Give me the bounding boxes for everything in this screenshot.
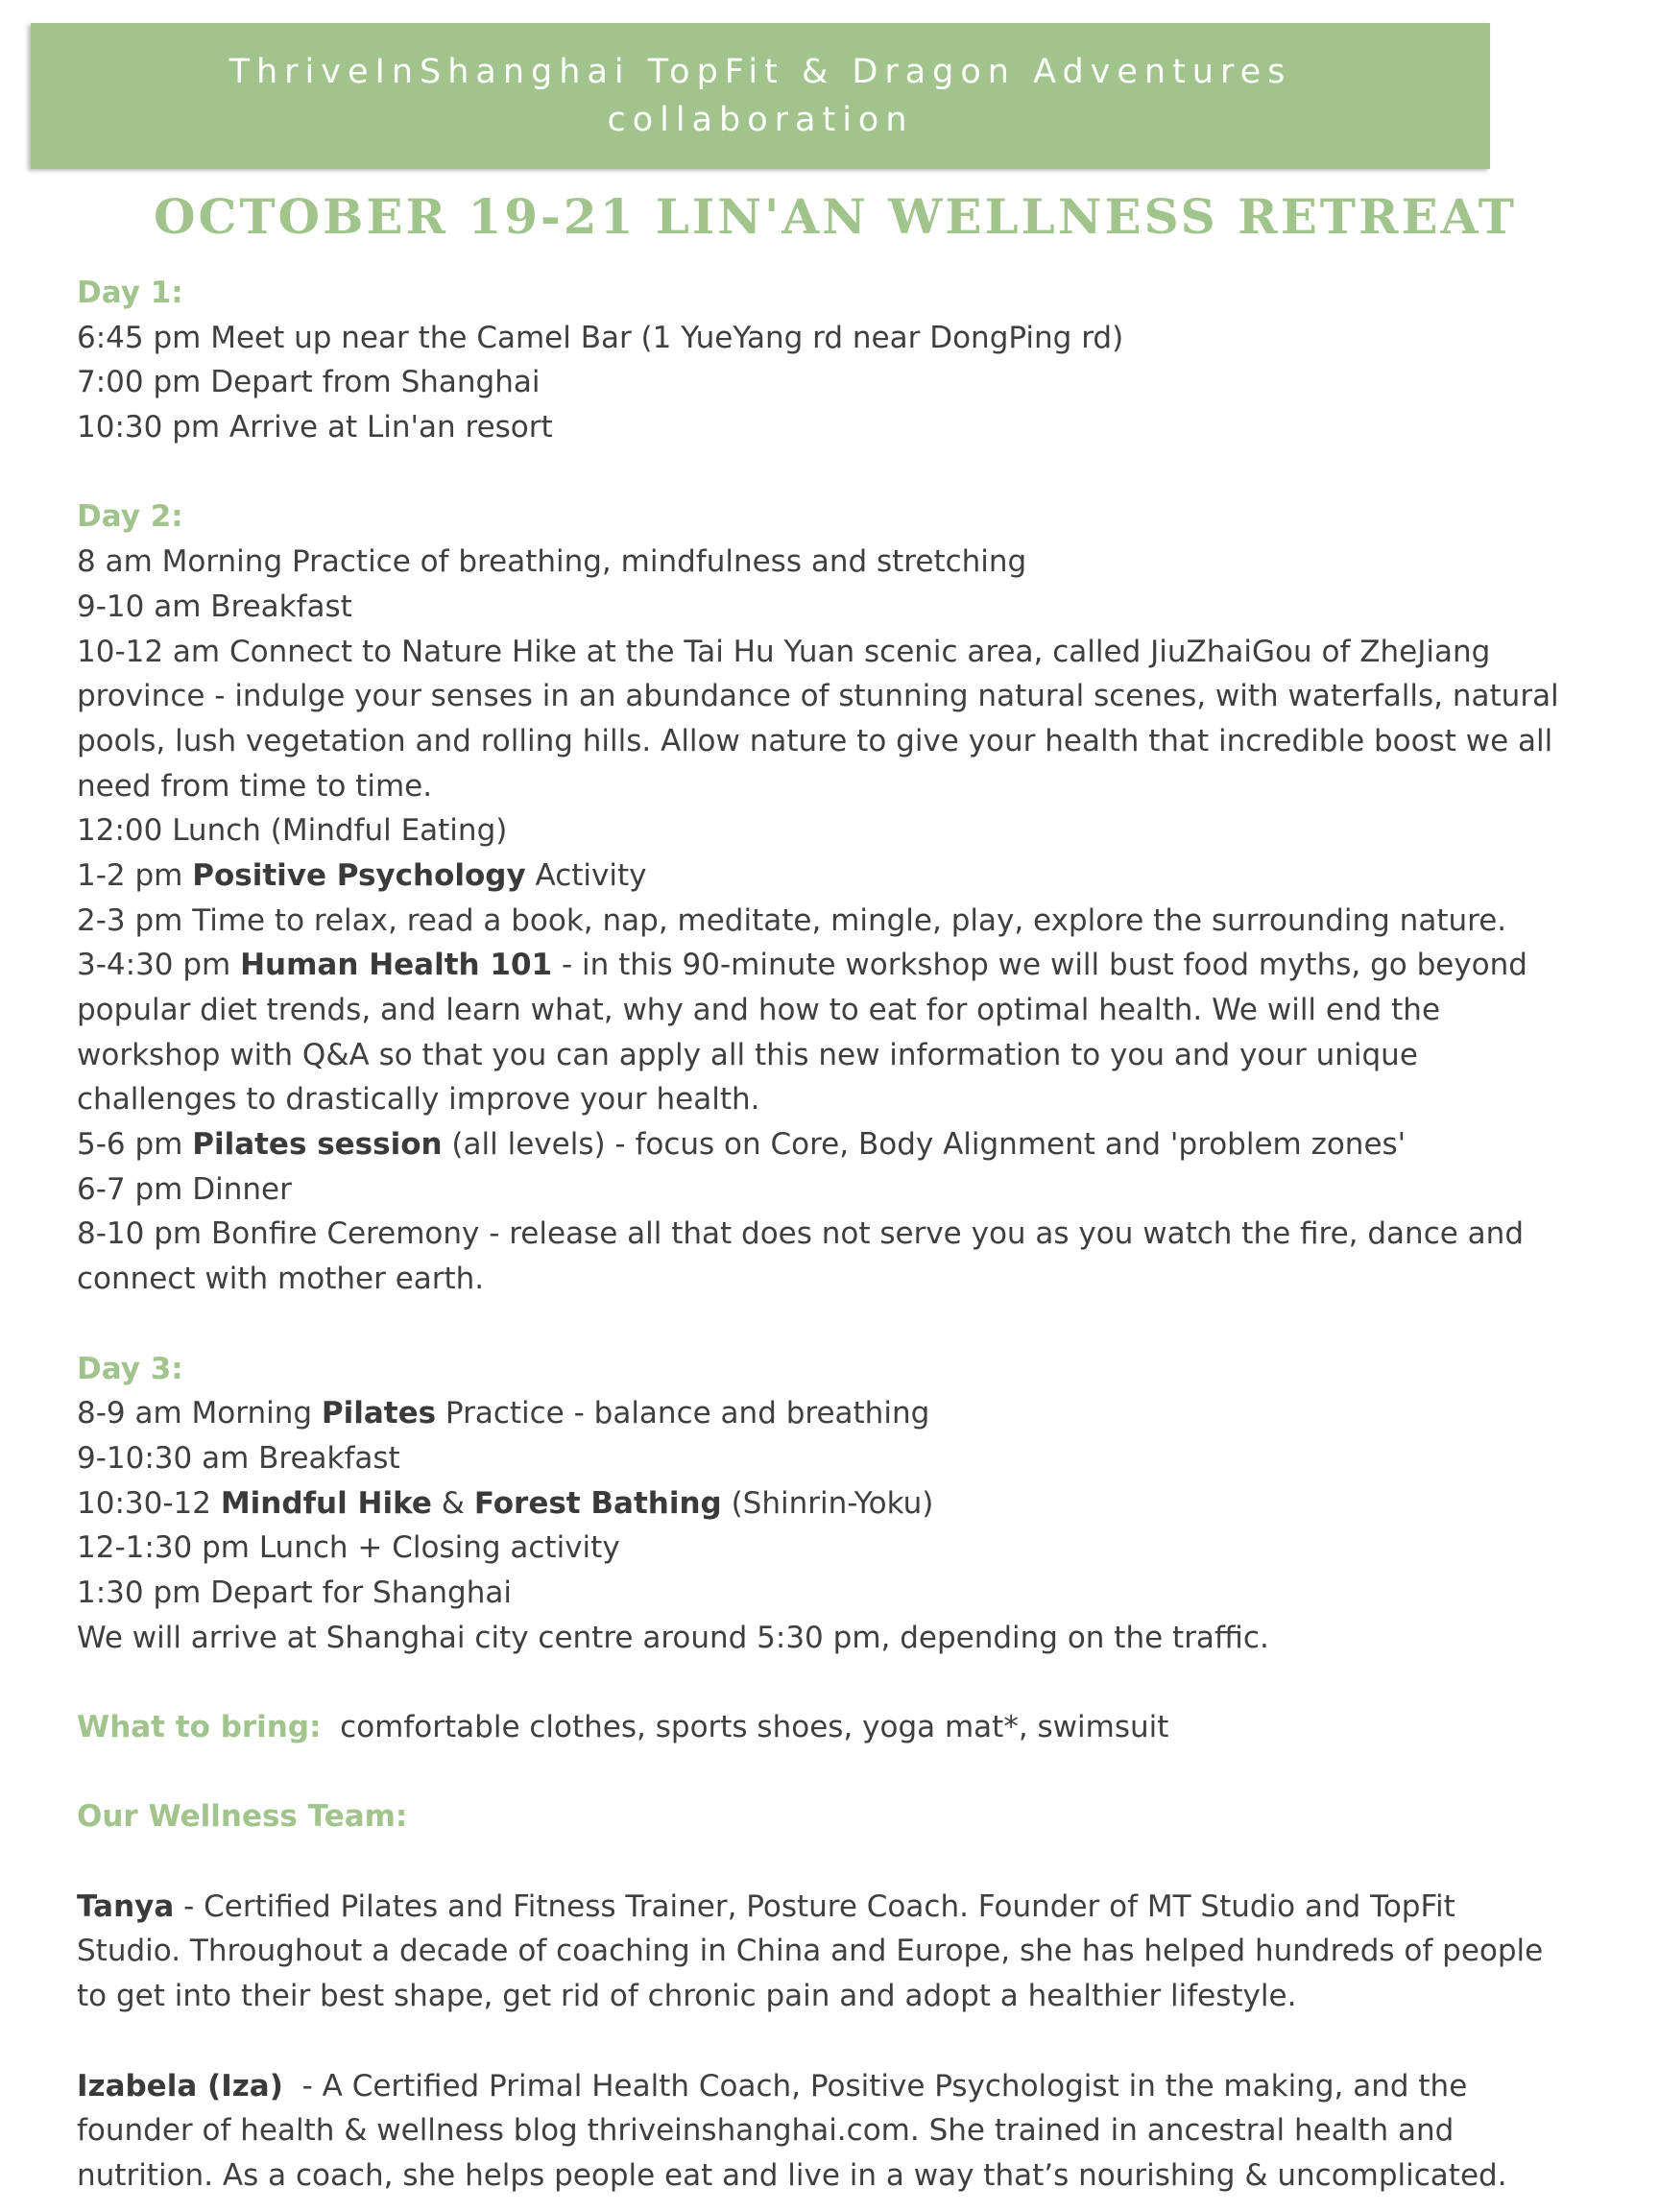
tanya-line-1 [77, 1885, 1613, 1930]
day2-line-7-post: - in this 90-minute workshop we will bust food myths, go beyond [552, 948, 1527, 983]
spacer [77, 450, 1613, 495]
spacer [77, 1660, 1613, 1705]
day2-line-4: 12:00 Lunch (Mindful Eating) [77, 813, 508, 849]
day2-line-10b: connect with mother earth. [77, 1262, 485, 1297]
spacer [77, 2019, 1613, 2064]
day2-line-7b: popular diet trends, and learn what, why and how to eat for optimal health. We will end the [77, 993, 1441, 1027]
day3-line-1-bold: Pilates [321, 1396, 437, 1431]
iza-line-1 [77, 2064, 1613, 2109]
tanya-line-2: Studio. Throughout a decade of coaching in China and Europe, she has helped hundreds of people [77, 1934, 1544, 1969]
day3-line-3-bold-2: Forest Bathing [473, 1485, 722, 1521]
day2-line-7c: workshop with Q&A so that you can apply all this new information to you and your unique [77, 1037, 1418, 1072]
day2-line-7-bold: Human Health 101 [240, 948, 553, 983]
banner-line-2: collaboration [607, 101, 914, 139]
day3-line-6: We will arrive at Shanghai city centre around 5:30 pm, depending on the traffic. [77, 1620, 1269, 1655]
day1-line-1: 6:45 pm Meet up near the Camel Bar (1 YueYang rd near DongPing rd) [77, 320, 1124, 355]
tanya-line-3: to get into their best shape, get rid of chronic pain and adopt a healthier lifestyle. [77, 1979, 1297, 2014]
day2-line-8 [77, 1122, 1613, 1167]
spacer [77, 1750, 1613, 1795]
day2-line-1: 8 am Morning Practice of breathing, mindfulness and stretching [77, 544, 1027, 580]
day3-line-3-bold-1: Mindful Hike [220, 1485, 432, 1521]
day2-line-5 [77, 854, 1613, 899]
day2-line-7d: challenges to drastically improve your health. [77, 1082, 760, 1118]
day2-line-7 [77, 943, 1613, 988]
what-to-bring-heading: What to bring: [77, 1710, 322, 1744]
day2-heading: Day 2: [77, 499, 183, 535]
iza-bio-1: - A Certified Primal Health Coach, Positive Psychologist in the making, and the [282, 2068, 1468, 2104]
day3-line-4: 12-1:30 pm Lunch + Closing activity [77, 1530, 620, 1566]
page-title: OCTOBER 19-21 LIN'AN WELLNESS RETREAT [154, 188, 1517, 245]
day2-line-9: 6-7 pm Dinner [77, 1171, 292, 1207]
day1-line-3: 10:30 pm Arrive at Lin'an resort [77, 410, 553, 445]
day2-line-7-pre: 3-4:30 pm [77, 948, 241, 983]
day3-line-3-mid: & [431, 1485, 474, 1521]
day3-line-3-post: (Shinrin-Yoku) [721, 1485, 934, 1521]
iza-line-3: nutrition. As a coach, she helps people eat and live in a way that’s nourishing & uncomplicated. [77, 2157, 1507, 2193]
day2-line-8-pre: 5-6 pm [77, 1127, 193, 1163]
tanya-bio-1: - Certified Pilates and Fitness Trainer, Posture Coach. Founder of MT Studio and TopFit [174, 1888, 1455, 1924]
day2-line-3b: province - indulge your senses in an abundance of stunning natural scenes, with waterfalls, natural [77, 679, 1559, 714]
day3-line-1 [77, 1391, 1613, 1436]
day3-line-1-pre: 8-9 am Morning [77, 1396, 322, 1431]
iza-name: Izabela (Iza) [77, 2068, 283, 2104]
day3-heading: Day 3: [77, 1351, 183, 1386]
day2-line-5-bold: Positive Psychology [192, 857, 526, 893]
day2-line-3c: pools, lush vegetation and rolling hills. Allow nature to give your health that incredible boost we all [77, 723, 1553, 758]
day2-line-2: 9-10 am Breakfast [77, 589, 352, 624]
spacer [77, 1302, 1613, 1347]
day2-line-10a: 8-10 pm Bonfire Ceremony - release all that does not serve you as you watch the fire, dance and [77, 1216, 1524, 1252]
tanya-name: Tanya [77, 1888, 175, 1924]
day3-line-3-pre: 10:30-12 [77, 1485, 221, 1521]
what-to-bring-text: comfortable clothes, sports shoes, yoga mat*, swimsuit [321, 1710, 1169, 1744]
day2-line-3d: need from time to time. [77, 768, 433, 804]
day3-line-5: 1:30 pm Depart for Shanghai [77, 1575, 512, 1610]
day2-line-8-post: (all levels) - focus on Core, Body Alignment and 'problem zones' [442, 1127, 1407, 1163]
header-banner [31, 23, 1490, 169]
day2-line-6: 2-3 pm Time to relax, read a book, nap, meditate, mingle, play, explore the surrounding nature. [77, 902, 1507, 938]
day3-line-2: 9-10:30 am Breakfast [77, 1440, 400, 1476]
itinerary-content [77, 271, 1613, 2199]
banner-line-1: ThriveInShanghai TopFit & Dragon Adventures [228, 53, 1292, 91]
iza-line-2: founder of health & wellness blog thriveinshanghai.com. She trained in ancestral health and [77, 2113, 1455, 2149]
day2-line-5-pre: 1-2 pm [77, 857, 193, 893]
day2-line-5-post: Activity [525, 857, 647, 893]
what-to-bring [77, 1705, 1613, 1750]
day1-line-2: 7:00 pm Depart from Shanghai [77, 365, 541, 400]
spacer [77, 1839, 1613, 1885]
day2-line-8-bold: Pilates session [192, 1127, 443, 1163]
day3-line-3 [77, 1481, 1613, 1527]
day3-line-1-post: Practice - balance and breathing [436, 1396, 930, 1431]
day2-line-3a: 10-12 am Connect to Nature Hike at the Tai Hu Yuan scenic area, called JiuZhaiGou of ZheJiang [77, 634, 1491, 669]
team-heading: Our Wellness Team: [77, 1799, 408, 1835]
day1-heading: Day 1: [77, 276, 183, 310]
